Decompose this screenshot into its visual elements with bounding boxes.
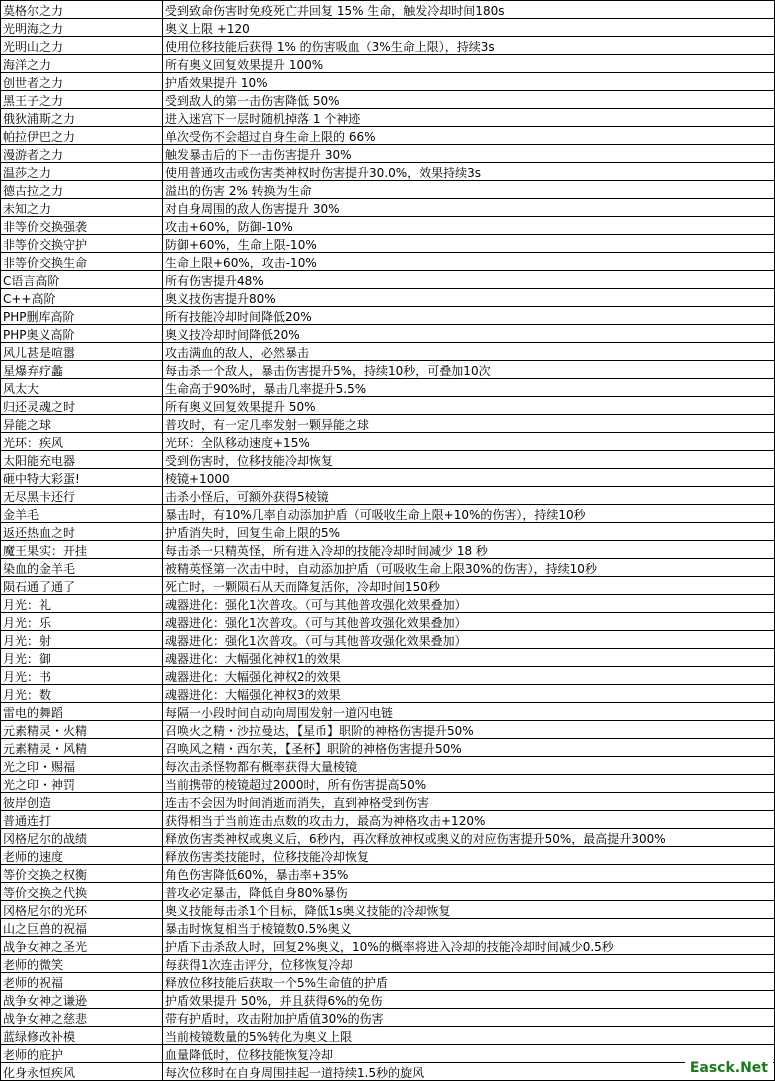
skill-name-cell: 无尽黑卡还行 [1, 487, 163, 504]
table-row [1, 685, 775, 703]
skill-name-cell: 化身永恒疾风 [1, 1063, 163, 1080]
table-row [1, 595, 775, 613]
table-row [1, 181, 775, 199]
skill-name-cell: 温莎之力 [1, 163, 163, 180]
skill-description-cell: 魂器进化：大幅强化神权2的效果 [163, 667, 775, 684]
skill-description-cell: 普攻时，有一定几率发射一颗异能之球 [163, 415, 775, 432]
table-row [1, 811, 775, 829]
skill-name-cell: 魔王果实：开挂 [1, 541, 163, 558]
table-row [1, 19, 775, 37]
skill-name-cell: 非等价交换守护 [1, 235, 163, 252]
table-row [1, 631, 775, 649]
table-row [1, 271, 775, 289]
skill-description-cell: 死亡时，一颗陨石从天而降复活你，冷却时间150秒 [163, 577, 775, 594]
table-row [1, 973, 775, 991]
skill-description-cell: 释放位移技能后获取一个5%生命值的护盾 [163, 973, 775, 990]
skill-description-cell: 魂器进化：强化1次普攻。（可与其他普攻强化效果叠加） [163, 631, 775, 648]
skill-name-cell: 彼岸创造 [1, 793, 163, 810]
skill-description-cell: 使用位移技能后获得 1% 的伤害吸血（3%生命上限），持续3s [163, 37, 775, 54]
skill-name-cell: PHP删库高阶 [1, 307, 163, 324]
table-row [1, 865, 775, 883]
skill-name-cell: 俄狄浦斯之力 [1, 109, 163, 126]
skill-name-cell: 返还热血之时 [1, 523, 163, 540]
skill-name-cell: 太阳能充电器 [1, 451, 163, 468]
table-row [1, 91, 775, 109]
skill-name-cell: 金羊毛 [1, 505, 163, 522]
table-row [1, 739, 775, 757]
skill-name-cell: 战争女神之慈悲 [1, 1009, 163, 1026]
table-row [1, 1, 775, 19]
table-row [1, 667, 775, 685]
skill-name-cell: 海洋之力 [1, 55, 163, 72]
skill-description-cell: 攻击+60%，防御-10% [163, 217, 775, 234]
table-row [1, 145, 775, 163]
table-row [1, 1009, 775, 1027]
skill-name-cell: 非等价交换生命 [1, 253, 163, 270]
skill-name-cell: 等价交换之权衡 [1, 865, 163, 882]
table-row [1, 1045, 775, 1063]
skill-description-cell: 每击杀一个敌人，暴击伤害提升5%，持续10秒，可叠加10次 [163, 361, 775, 378]
table-row [1, 325, 775, 343]
skill-name-cell: 黑王子之力 [1, 91, 163, 108]
skill-name-cell: C语言高阶 [1, 271, 163, 288]
table-row [1, 253, 775, 271]
skill-name-cell: 月光：书 [1, 667, 163, 684]
table-row [1, 379, 775, 397]
skill-name-cell: 等价交换之代换 [1, 883, 163, 900]
table-row [1, 721, 775, 739]
table-row [1, 757, 775, 775]
skill-name-cell: 雷电的舞蹈 [1, 703, 163, 720]
skill-name-cell: 山之巨兽的祝福 [1, 919, 163, 936]
skill-description-cell: 暴击时，有10%几率自动添加护盾（可吸收生命上限+10%的伤害），持续10秒 [163, 505, 775, 522]
table-row [1, 487, 775, 505]
skill-name-cell: 普通连打 [1, 811, 163, 828]
table-row [1, 829, 775, 847]
skill-description-cell: 奥义技冷却时间降低20% [163, 325, 775, 342]
table-row [1, 901, 775, 919]
skill-description-cell: 护盾下击杀敌人时，回复2%奥义，10%的概率将进入冷却的技能冷却时间减少0.5秒 [163, 937, 775, 954]
skill-description-cell: 连击不会因为时间消逝而消失，直到神格受到伤害 [163, 793, 775, 810]
skill-name-cell: 光明海之力 [1, 19, 163, 36]
table-row [1, 433, 775, 451]
skill-name-cell: 帕拉伊巴之力 [1, 127, 163, 144]
skill-name-cell: 星爆弃疗蠡 [1, 361, 163, 378]
table-row [1, 793, 775, 811]
skill-description-cell: 每隔一小段时间自动向周围发射一道闪电链 [163, 703, 775, 720]
skill-description-cell: 获得相当于当前连击点数的攻击力，最高为神格攻击+120% [163, 811, 775, 828]
table-row [1, 559, 775, 577]
skill-name-cell: 陨石通了通了 [1, 577, 163, 594]
table-row [1, 307, 775, 325]
table-row [1, 397, 775, 415]
skill-name-cell: 老师的祝福 [1, 973, 163, 990]
skill-description-cell: 触发暴击后的下一击伤害提升 30% [163, 145, 775, 162]
table-row [1, 361, 775, 379]
skill-description-cell: 所有奥义回复效果提升 100% [163, 55, 775, 72]
table-row [1, 217, 775, 235]
skill-description-cell: 奥义技能每击杀1个目标，降低1s奥义技能的冷却恢复 [163, 901, 775, 918]
skill-name-cell: 莫格尔之力 [1, 1, 163, 18]
skill-name-cell: 光环：疾风 [1, 433, 163, 450]
skill-description-cell: 棱镜+1000 [163, 469, 775, 486]
skill-description-cell: 护盾消失时，回复生命上限的5% [163, 523, 775, 540]
skill-description-cell: 释放伤害类神权或奥义后，6秒内，再次释放神权或奥义的对应伤害提升50%，最高提升300% [163, 829, 775, 846]
skill-description-cell: 对自身周围的敌人伤害提升 30% [163, 199, 775, 216]
table-row [1, 505, 775, 523]
table-row [1, 523, 775, 541]
skill-description-cell: 受到致命伤害时免疫死亡并回复 15% 生命，触发冷却时间180s [163, 1, 775, 18]
skill-description-cell: 召唤风之精・西尔芙，【圣杯】职阶的神格伤害提升50% [163, 739, 775, 756]
skill-name-cell: 战争女神之谦逊 [1, 991, 163, 1008]
skill-name-cell: 创世者之力 [1, 73, 163, 90]
skill-name-cell: 月光：数 [1, 685, 163, 702]
skill-description-cell: 血量降低时，位移技能恢复冷却 [163, 1045, 775, 1062]
table-row [1, 415, 775, 433]
table-row [1, 469, 775, 487]
table-row [1, 37, 775, 55]
skill-name-cell: 月光：射 [1, 631, 163, 648]
skill-description-cell: 进入迷宫下一层时随机掉落 1 个神迹 [163, 109, 775, 126]
table-row [1, 451, 775, 469]
table-row [1, 919, 775, 937]
table-row [1, 955, 775, 973]
table-row [1, 163, 775, 181]
skill-description-cell: 所有伤害提升48% [163, 271, 775, 288]
skill-name-cell: 冈格尼尔的光环 [1, 901, 163, 918]
skill-description-cell: 被精英怪第一次击中时，自动添加护盾（可吸收生命上限30%的伤害），持续10秒 [163, 559, 775, 576]
table-row [1, 577, 775, 595]
skill-name-cell: 元素精灵・火精 [1, 721, 163, 738]
table-row [1, 55, 775, 73]
skill-name-cell: 老师的庇护 [1, 1045, 163, 1062]
skill-name-cell: C++高阶 [1, 289, 163, 306]
skill-description-cell: 护盾效果提升 10% [163, 73, 775, 90]
skill-name-cell: 月光：礼 [1, 595, 163, 612]
table-row [1, 127, 775, 145]
skill-name-cell: 蓝绿修改补模 [1, 1027, 163, 1044]
skill-description-cell: 释放伤害类技能时，位移技能冷却恢复 [163, 847, 775, 864]
skill-description-cell: 防御+60%，生命上限-10% [163, 235, 775, 252]
table-row [1, 991, 775, 1009]
skill-name-cell: 战争女神之圣光 [1, 937, 163, 954]
skill-name-cell: 元素精灵・风精 [1, 739, 163, 756]
table-row [1, 937, 775, 955]
skill-description-cell: 每次位移时在自身周围挂起一道持续1.5秒的旋风 [163, 1063, 775, 1080]
skill-description-cell: 召唤火之精・沙拉曼达，【星币】职阶的神格伤害提升50% [163, 721, 775, 738]
table-row [1, 649, 775, 667]
skill-description-cell: 每击杀一只精英怪，所有进入冷却的技能冷却时间减少 18 秒 [163, 541, 775, 558]
table-row [1, 847, 775, 865]
skill-name-cell: 异能之球 [1, 415, 163, 432]
skill-description-cell: 角色伤害降低60%，暴击率+35% [163, 865, 775, 882]
skill-description-cell: 护盾效果提升 50%，并且获得6%的免伤 [163, 991, 775, 1008]
skill-name-cell: 光之印・神罚 [1, 775, 163, 792]
table-row [1, 775, 775, 793]
table-row [1, 199, 775, 217]
skill-description-cell: 所有技能冷却时间降低20% [163, 307, 775, 324]
skill-description-cell: 所有奥义回复效果提升 50% [163, 397, 775, 414]
skill-description-cell: 单次受伤不会超过自身生命上限的 66% [163, 127, 775, 144]
skill-description-cell: 攻击满血的敌人，必然暴击 [163, 343, 775, 360]
table-row [1, 883, 775, 901]
skill-description-cell: 当前携带的棱镜超过2000时，所有伤害提高50% [163, 775, 775, 792]
skill-description-cell: 溢出的伤害 2% 转换为生命 [163, 181, 775, 198]
skill-name-cell: 归还灵魂之时 [1, 397, 163, 414]
table-row [1, 343, 775, 361]
skill-description-cell: 奥义上限 +120 [163, 19, 775, 36]
skill-description-cell: 暴击时恢复相当于棱镜数0.5%奥义 [163, 919, 775, 936]
skill-name-cell: 老师的速度 [1, 847, 163, 864]
table-row [1, 1063, 775, 1081]
table-row [1, 541, 775, 559]
skill-name-cell: 风儿甚是喧嚣 [1, 343, 163, 360]
skill-name-cell: 砸中特大彩蛋! [1, 469, 163, 486]
skill-description-cell: 魂器进化：强化1次普攻。（可与其他普攻强化效果叠加） [163, 613, 775, 630]
skill-name-cell: 风太大 [1, 379, 163, 396]
table-row [1, 235, 775, 253]
skill-name-cell: 非等价交换强袭 [1, 217, 163, 234]
table-row [1, 73, 775, 91]
skill-name-cell: 漫游者之力 [1, 145, 163, 162]
skill-name-cell: 德古拉之力 [1, 181, 163, 198]
skill-description-cell: 每获得1次连击评分，位移恢复冷却 [163, 955, 775, 972]
skill-name-cell: 月光：御 [1, 649, 163, 666]
skill-name-cell: 染血的金羊毛 [1, 559, 163, 576]
skill-description-cell: 当前棱镜数量的5%转化为奥义上限 [163, 1027, 775, 1044]
skill-description-cell: 生命高于90%时，暴击几率提升5.5% [163, 379, 775, 396]
skill-description-cell: 魂器进化：大幅强化神权1的效果 [163, 649, 775, 666]
table-row [1, 703, 775, 721]
skill-name-cell: PHP奥义高阶 [1, 325, 163, 342]
table-row [1, 109, 775, 127]
skill-name-cell: 冈格尼尔的战绩 [1, 829, 163, 846]
skill-description-cell: 使用普通攻击或伤害类神权时伤害提升30.0%，效果持续3s [163, 163, 775, 180]
skill-description-cell: 击杀小怪后，可额外获得5棱镜 [163, 487, 775, 504]
skill-description-cell: 魂器进化：大幅强化神权3的效果 [163, 685, 775, 702]
table-row [1, 613, 775, 631]
skill-description-cell: 带有护盾时，攻击附加护盾值30%的伤害 [163, 1009, 775, 1026]
skill-name-cell: 月光：乐 [1, 613, 163, 630]
skill-description-cell: 每次击杀怪物都有概率获得大量棱镜 [163, 757, 775, 774]
table-row [1, 289, 775, 307]
skill-name-cell: 未知之力 [1, 199, 163, 216]
skill-name-cell: 老师的微笑 [1, 955, 163, 972]
watermark-logo: Easck.Net [685, 1057, 773, 1079]
skill-name-cell: 光之印・赐福 [1, 757, 163, 774]
skill-description-cell: 奥义技伤害提升80% [163, 289, 775, 306]
skill-description-cell: 普攻必定暴击，降低自身80%暴伤 [163, 883, 775, 900]
skill-name-cell: 光明山之力 [1, 37, 163, 54]
skill-description-cell: 光环：全队移动速度+15% [163, 433, 775, 450]
skill-description-cell: 受到伤害时，位移技能冷却恢复 [163, 451, 775, 468]
table-row [1, 1027, 775, 1045]
skill-description-cell: 受到敌人的第一击伤害降低 50% [163, 91, 775, 108]
skill-description-cell: 魂器进化：强化1次普攻。（可与其他普攻强化效果叠加） [163, 595, 775, 612]
skill-description-cell: 生命上限+60%，攻击-10% [163, 253, 775, 270]
